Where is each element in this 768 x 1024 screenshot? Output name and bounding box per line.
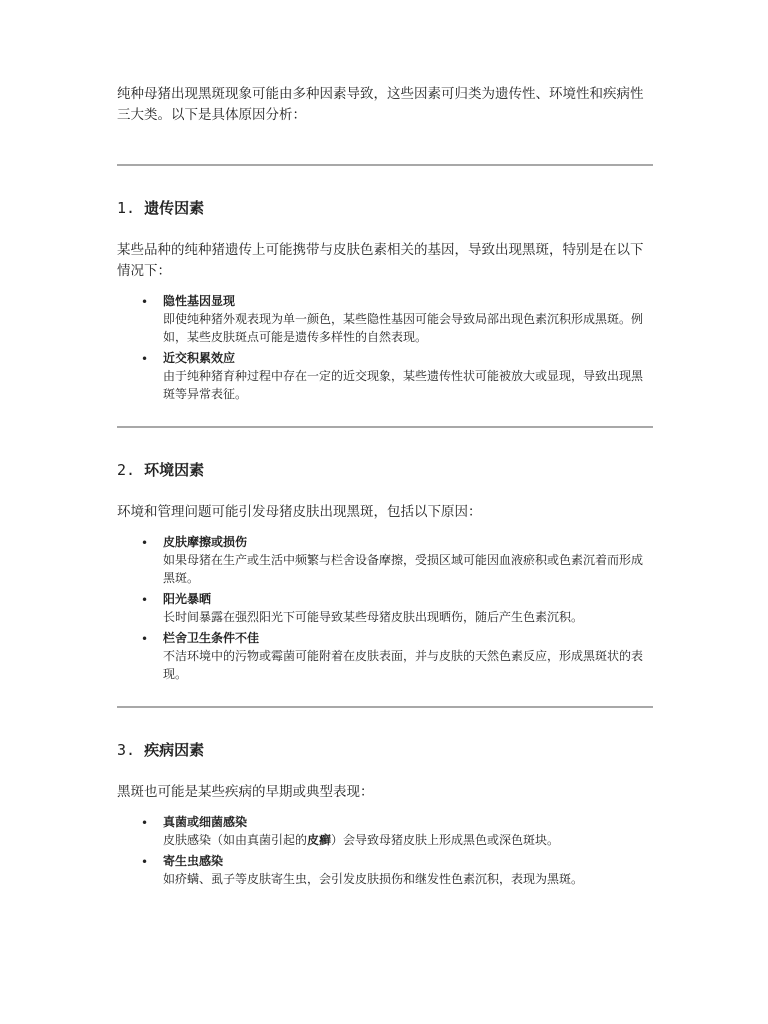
bullet-icon: •: [141, 352, 149, 366]
item-title: 寄生虫感染: [163, 854, 224, 868]
section-environment: [117, 460, 653, 683]
item-list: [117, 814, 653, 888]
document-page: [117, 84, 653, 892]
list-item: [117, 814, 653, 849]
section-lead: 某些品种的纯种猪遗传上可能携带与皮肤色素相关的基因，导致出现黑斑，特别是在以下情况下：: [117, 242, 644, 279]
item-description: 如疥螨、虱子等皮肤寄生虫，会引发皮肤损伤和继发性色素沉积，表现为黑斑。: [163, 872, 584, 886]
item-title: 真菌或细菌感染: [163, 815, 248, 829]
item-description: 即使纯种猪外观表现为单一颜色，某些隐性基因可能会导致局部出现色素沉积形成黑斑。例如，某些皮肤斑点可能是遗传多样性的自然表现。: [163, 312, 644, 344]
list-item: [117, 534, 653, 587]
item-desc-text: 皮肤感染（如由真菌引起的: [163, 833, 308, 847]
section-genetic: [117, 198, 653, 403]
section-title: 遗传因素: [144, 199, 205, 217]
section-number: 3.: [117, 741, 136, 759]
section-heading: [117, 198, 653, 218]
bullet-icon: •: [141, 593, 149, 607]
item-description: 不洁环境中的污物或霉菌可能附着在皮肤表面，并与皮肤的天然色素反应，形成黑斑状的表现。: [163, 649, 644, 681]
item-desc-emphasis: 皮癣: [307, 833, 332, 847]
item-title: 隐性基因显现: [163, 294, 236, 308]
section-number: 2.: [117, 461, 136, 479]
section-lead: 黑斑也可能是某些疾病的早期或典型表现：: [117, 784, 374, 800]
list-item: [117, 853, 653, 888]
item-title: 阳光暴晒: [163, 592, 212, 606]
item-description: 如果母猪在生产或生活中频繁与栏舍设备摩擦，受损区域可能因血液瘀积或色素沉着而形成黑斑。: [163, 553, 644, 585]
section-title: 环境因素: [144, 461, 205, 479]
item-desc-text: ）会导致母猪皮肤上形成黑色或深色斑块。: [331, 833, 560, 847]
bullet-icon: •: [141, 632, 149, 646]
item-list: [117, 534, 653, 683]
item-description: 由于纯种猪育种过程中存在一定的近交现象，某些遗传性状可能被放大或显现，导致出现黑斑等异常表征。: [163, 369, 644, 401]
item-title: 皮肤摩擦或损伤: [163, 535, 248, 549]
item-title: 近交积累效应: [163, 351, 236, 365]
item-description: [163, 831, 653, 849]
bullet-icon: •: [141, 295, 149, 309]
section-lead: 环境和管理问题可能引发母猪皮肤出现黑斑，包括以下原因：: [117, 504, 482, 520]
bullet-icon: •: [141, 855, 149, 869]
section-heading: [117, 740, 653, 760]
section-number: 1.: [117, 199, 136, 217]
intro-paragraph: 纯种母猪出现黑斑现象可能由多种因素导致，这些因素可归类为遗传性、环境性和疾病性三大类。以下是具体原因分析：: [117, 86, 644, 123]
item-title: 栏舍卫生条件不佳: [163, 631, 260, 645]
list-item: [117, 293, 653, 346]
bullet-icon: •: [141, 536, 149, 550]
list-item: [117, 630, 653, 683]
bullet-icon: •: [141, 816, 149, 830]
section-disease: [117, 740, 653, 888]
section-title: 疾病因素: [144, 741, 205, 759]
list-item: [117, 350, 653, 403]
item-description: 长时间暴露在强烈阳光下可能导致某些母猪皮肤出现晒伤，随后产生色素沉积。: [163, 610, 584, 624]
list-item: [117, 591, 653, 626]
item-list: [117, 293, 653, 403]
section-heading: [117, 460, 653, 480]
